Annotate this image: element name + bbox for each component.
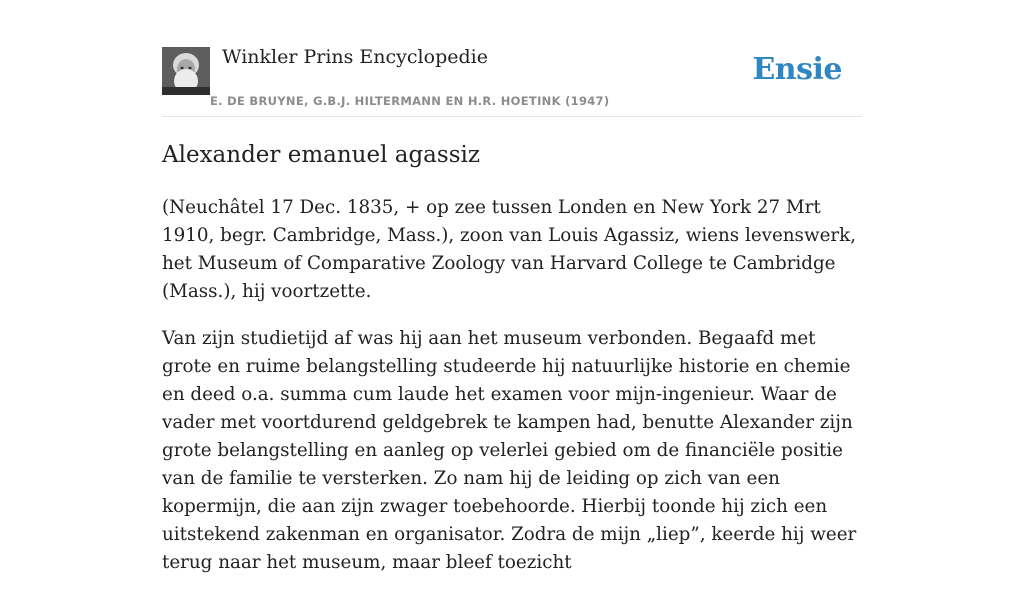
article xyxy=(162,140,862,596)
authors-subtitle: E. DE BRUYNE, G.B.J. HILTERMANN EN H.R. HOETINK (1947) xyxy=(210,94,610,108)
article-paragraph: Van zijn studietijd af was hij aan het museum verbonden. Begaafd met grote en ruime belangstelling studeerde hij natuurlijke historie en chemie en deed o.a. summa cum laude het examen voor mijn-ingenieur. Waar de vader met voortdurend geldgebrek te kampen had, benutte Alexander zijn grote belangstelling en aanleg op velerlei gebied om de financiële positie van de familie te versterken. Zo nam hij de leiding op zich van een kopermijn, die aan zijn zwager toebehoorde. Hierbij toonde hij zich een uitstekend zakenman en organisator. Zodra de mijn „liep”, keerde hij weer terug naar het museum, maar bleef toezicht xyxy=(162,328,857,573)
article-title: Alexander emanuel agassiz xyxy=(162,142,480,168)
portrait-icon xyxy=(162,47,210,95)
ensie-logo[interactable]: Ensie xyxy=(752,52,842,87)
article-paragraph: (Neuchâtel 17 Dec. 1835, + op zee tussen Londen en New York 27 Mrt 1910, begr. Cambridge, Mass.), zoon van Louis Agassiz, wiens levenswerk, het Museum of Comparative Zoology van Harvard College te Cambridge (Mass.), hij voortzette. xyxy=(162,197,857,302)
header xyxy=(162,46,862,117)
author-avatar[interactable] xyxy=(162,47,210,95)
site-title[interactable]: Winkler Prins Encyclopedie xyxy=(222,46,488,68)
